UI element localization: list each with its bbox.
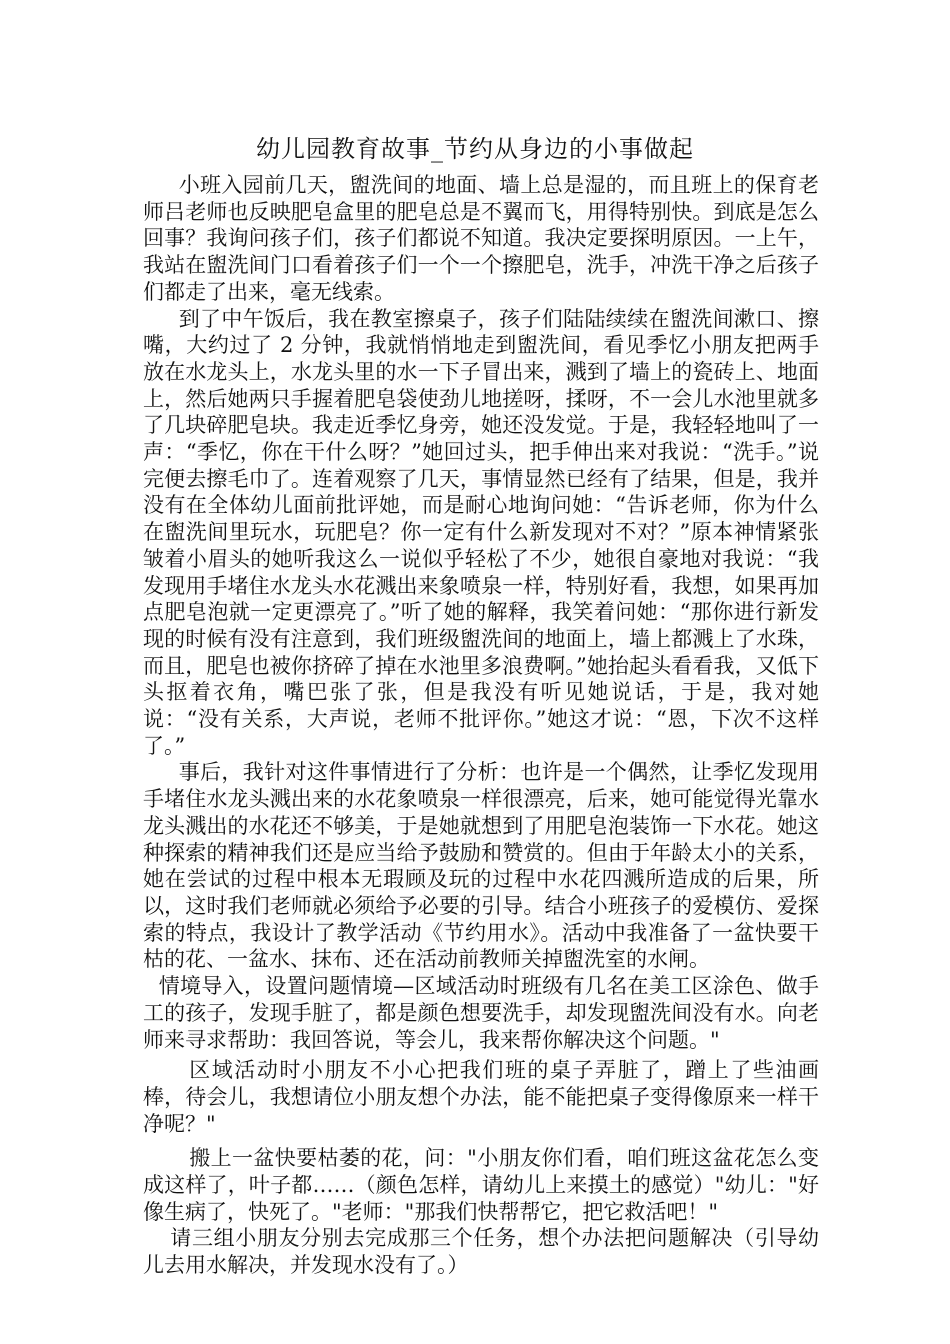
- paragraph-5: 区域活动时小朋友不小心把我们班的桌子弄脏了，蹭上了些油画棒，待会儿，我想请位小朋友想个办法，能不能把桌子变得像原来一样干净呢？": [143, 1058, 819, 1136]
- paragraph-2: 到了中午饭后，我在教室擦桌子，孩子们陆陆续续在盥洗间漱口、擦嘴，大约过了 2 分钟，我就悄悄地走到盥洗间，看见季忆小朋友把两手放在水龙头上，水龙头里的水一下子冒出来，溅到了墙上的瓷砖上、地面上，然后她两只手握着肥皂袋使劲儿地搓呀，揉呀，不一会儿水池里就多了几块碎肥皂块。我走近季忆身旁，她还没发觉。于是，我轻轻地叫了一声：“季忆，你在干什么呀？”她回过头，把手伸出来对我说：“洗手。”说完便去擦毛巾了。连着观察了几天，事情显然已经有了结果，但是，我并没有在全体幼儿面前批评她，而是耐心地询问她：“告诉老师，你为什么在盥洗间里玩水，玩肥皂？你一定有什么新发现对不对？”原本神情紧张皱着小眉头的她听我这么一说似乎轻松了不少，她很自豪地对我说：“我发现用手堵住水龙头水花溅出来象喷泉一样，特别好看，我想，如果再加点肥皂泡就一定更漂亮了。”听了她的解释，我笑着问她：“那你进行新发现的时候有没有注意到，我们班级盥洗间的地面上，墙上都溅上了水珠，而且，肥皂也被你挤碎了掉在水池里多浪费啊。”她抬起头看看我，又低下头抠着衣角，嘴巴张了张，但是我没有听见她说话，于是，我对她说：“没有关系，大声说，老师不批评你。”她这才说：“恩，下次不这样了。”: [143, 306, 819, 758]
- paragraph-6: 搬上一盆快要枯萎的花，问："小朋友你们看，咱们班这盆花怎么变成这样了，叶子都……（颜色怎样，请幼儿上来摸土的感觉）"幼儿："好像生病了，快死了。"老师："那我们快帮帮它，把它救活吧！": [143, 1146, 819, 1224]
- paragraph-3: 事后，我针对这件事情进行了分析：也许是一个偶然，让季忆发现用手堵住水龙头溅出来的水花象喷泉一样很漂亮，后来，她可能觉得光靠水龙头溅出的水花还不够美，于是她就想到了用肥皂泡装饰一下水花。她这种探索的精神我们还是应当给予鼓励和赞赏的。但由于年龄太小的关系，她在尝试的过程中根本无瑕顾及玩的过程中水花四溅所造成的后果，所以，这时我们老师就必须给予必要的引导。结合小班孩子的爱模仿、爱探索的特点，我设计了教学活动《节约用水》。活动中我准备了一盆快要干枯的花、一盆水、抹布、还在活动前教师关掉盥洗室的水闸。: [143, 760, 819, 972]
- document-body: [143, 172, 819, 1279]
- paragraph-1: 小班入园前几天，盥洗间的地面、墙上总是湿的，而且班上的保育老师吕老师也反映肥皂盒里的肥皂总是不翼而飞，用得特别快。到底是怎么回事？我询问孩子们，孩子们都说不知道。我决定要探明原因。一上午，我站在盥洗间门口看着孩子们一个一个擦肥皂，洗手，冲洗干净之后孩子们都走了出来，毫无线索。: [143, 173, 819, 304]
- paragraph-4: 情境导入，设置问题情境—区域活动时班级有几名在美工区涂色、做手工的孩子，发现手脏了，都是颜色想要洗手，却发现盥洗间没有水。向老师来寻求帮助：我回答说，等会儿，我来帮你解决这个问题。": [143, 974, 819, 1052]
- paragraph-7: 请三组小朋友分别去完成那三个任务，想个办法把问题解决（引导幼儿去用水解决，并发现水没有了。）: [143, 1226, 819, 1278]
- document-title: 幼儿园教育故事_节约从身边的小事做起: [256, 135, 694, 163]
